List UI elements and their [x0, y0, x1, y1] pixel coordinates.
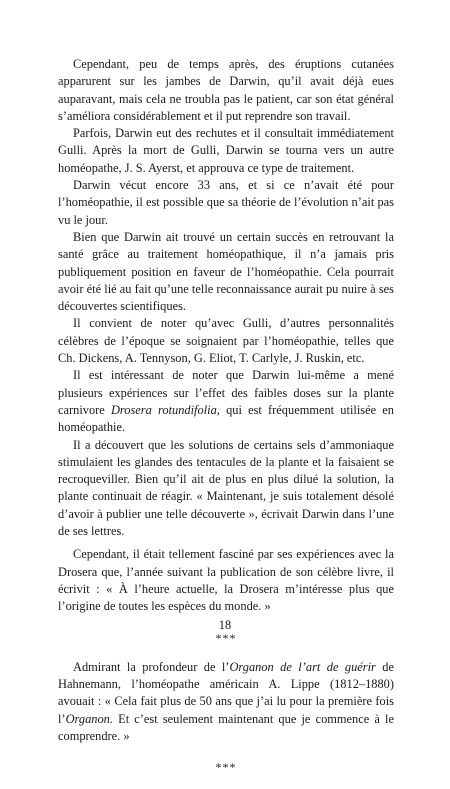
paragraph-2: Parfois, Darwin eut des rechutes et il consultait immédiatement Gulli. Après la mort de Gulli, Darwin se tourna vers un autre homéopathe, J. S. Ayerst, et approuva ce type de traitement.	[58, 126, 394, 175]
section-separator: ***	[215, 630, 237, 645]
paragraph-8: Cependant, il était tellement fasciné par ses expériences avec la Drosera que, l’année suivant la publication de son célèbre livre, il écrivit : « À l’heure actuelle, la Drosera m’intéresse plus que l’origine de toutes les espèces du monde. »	[58, 547, 394, 614]
paragraph-7: Il a découvert que les solutions de certains sels d’ammoniaque stimulaient les glandes des tentacules de la plante et la faisaient se recroqueviller. Bien qu’il ait de plus en plus dilué la solution, la plante continuait de réagir. « Maintenant, je suis totalement désolé d’avoir à publier une telle découverte », écrivait Darwin dans l’une de ses lettres.	[58, 437, 394, 539]
paragraph-5: Il convient de noter qu’avec Gulli, d’autres personnalités célèbres de l’époque se soignaient par l’homéopathie, telles que Ch. Dickens, A. Tennyson, G. Eliot, T. Carlyle, J. Ruskin, etc.	[58, 316, 394, 366]
paragraph-6-end: , qui est fréquemment utilisée en homéopathie.	[58, 402, 394, 435]
section-separator-end: ***	[215, 760, 237, 775]
book-title-short: Organon.	[65, 711, 113, 726]
page-number: 18	[218, 618, 232, 632]
final-text-middle: de Hahnemann, l’homéopathe américain A. Lippe (1812–1880) avouait : « Cela fait plus de 50 ans que j’ai lu pour la première fois l’	[58, 659, 394, 726]
book-title: Organon de l’art de guérir	[229, 659, 376, 674]
final-text-start: Admirant la profondeur de l’	[73, 659, 230, 674]
paragraph-6-text: Il est intéressant de noter que Darwin lui-même a mené plusieurs expériences sur l’effet des faibles doses sur la plante carnivore	[58, 368, 394, 417]
paragraph-6	[58, 367, 394, 436]
final-text-end: Et c’est seulement maintenant que je commence à le comprendre. »	[58, 711, 394, 743]
paragraph-final	[58, 659, 394, 745]
paragraph-4: Bien que Darwin ait trouvé un certain succès en retrouvant la santé grâce au traitement homéopathique, il n’a jamais pris publiquement position en faveur de l’homéopathie. Cela pourrait avoir été lié au fait qu’une telle reconnaissance aurait pu nuire à ses découvertes scientifiques.	[58, 229, 394, 314]
paragraph-3: Darwin vécut encore 33 ans, et si ce n’avait été pour l’homéopathie, il est possible que sa théorie de l’évolution n’ait pas vu le jour.	[58, 178, 394, 227]
species-name: Drosera rotundifolia	[110, 402, 217, 417]
paragraph-1: Cependant, peu de temps après, des éruptions cutanées apparurent sur les jambes de Darwin, qu’il avait déjà eues auparavant, mais cela ne troubla pas le patient, car son état général s’améliora considérablement et il put reprendre son travail.	[58, 57, 394, 123]
page-body	[58, 56, 394, 789]
